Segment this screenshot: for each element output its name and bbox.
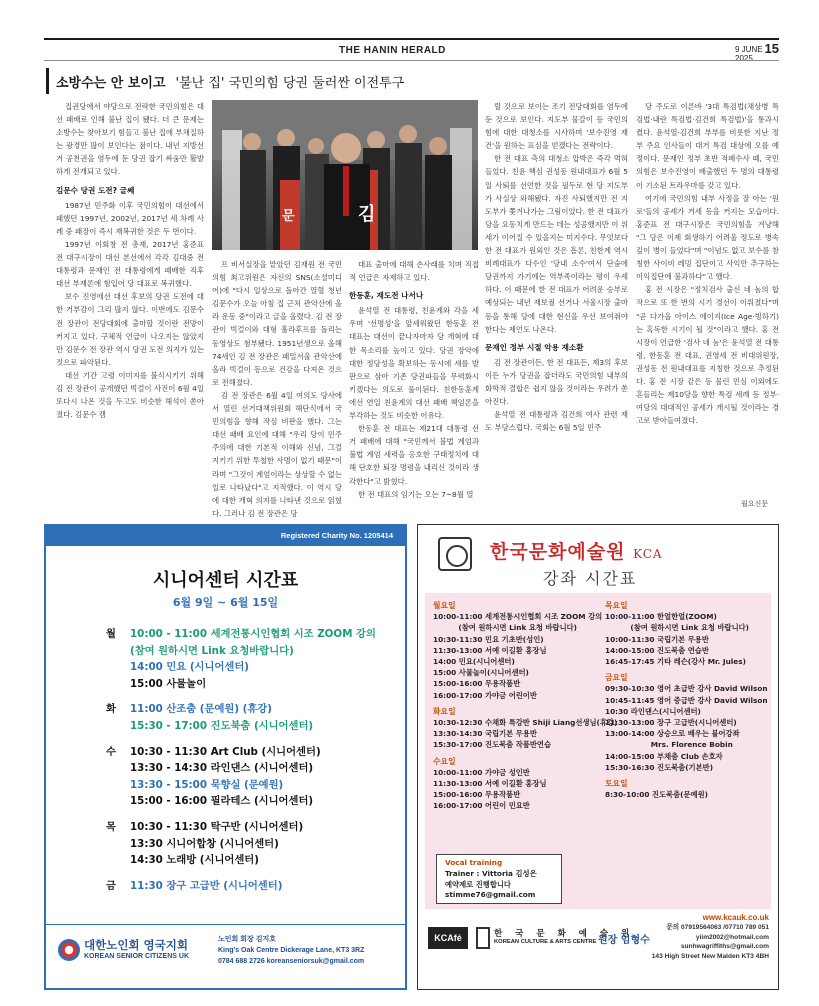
schedule-entry: (참여 원하시면 Link 요청바랍니다) xyxy=(130,644,294,657)
publication-name: THE HANIN HERALD xyxy=(339,45,446,56)
subheading: 김문수 당권 도전? 글쎄 xyxy=(56,185,135,195)
svg-text:문: 문 xyxy=(282,209,295,224)
schedule-entry: 15:00 - 16:00 필라테스 (시니어센터) xyxy=(130,795,314,808)
paragraph: 김 전 장관은 6월 4일 여의도 당사에서 열린 선거대책위원회 해단식에서 국민의힘을 향해 작심 비판을 했다. 그는 대선 패배 요인에 대해 "우리 당이 민주주의에 대한 기본적 이해와 신념, 그걸 지키기 위한 투철한 사명이 없기 때문"이라며 "그것이 계엄이라는 상상할 수 없는 일로 나타났다"고 지적했다. 이 역시 당에 대한 개혁 의지를 나타낸 것으로 읽혔다. 그러나 김 전 장관은 당 xyxy=(212,390,342,518)
schedule-entry: 11:30 장구 고급반 (시니어센터) xyxy=(130,879,283,892)
crowd-photo-illustration xyxy=(212,100,478,250)
kca-phone: 문의 07919564063 /07710 789 051 xyxy=(666,923,769,931)
paragraph: 윤석열 전 대통령과 김건희 여사 관련 재도 부담스럽다. 국회는 6월 5일 민주 xyxy=(485,410,628,433)
kca-day-label: 화요일 xyxy=(433,706,456,716)
kca-day-label: 수요일 xyxy=(433,756,456,766)
paragraph: 여기에 국민의힘 내부 사정을 잘 아는 '원로'들의 공세가 거세 등을 커지는 모습이다. 홍준표 전 대구시장은 국민의힘을 겨냥해 "그 당은 이제 회생하기 어려울 정도로 병속 깊이 병이 들었다"며 "이념도 없고 보수를 참칭한 사이비 레밍 집단이고 사익만 추구하는 이익집단에 불과하다"고 했다. xyxy=(636,193,779,282)
day-label: 목 xyxy=(106,820,116,833)
article-column-4 xyxy=(485,100,628,520)
day-label: 월 xyxy=(106,628,116,640)
kca-class-entry: 14:00 민요(시니어센터) xyxy=(433,657,515,667)
org-contact: 0784 688 2726 koreanseniorsuk@gmail.com xyxy=(218,957,365,965)
subheading: 한동훈, 재도전 나서나 xyxy=(349,291,424,301)
vocal-note: 예약제로 진행합니다 xyxy=(445,879,511,889)
page-header xyxy=(44,38,779,63)
kca-title-en: KCA xyxy=(633,547,663,561)
kca-footer xyxy=(418,912,777,988)
schedule-day xyxy=(106,744,376,810)
kca-class-entry: 13:00-14:00 상승으로 배우는 불어강좌 xyxy=(605,729,740,739)
vocal-title: Vocal training xyxy=(445,858,503,867)
kca-title xyxy=(490,537,663,564)
paragraph: 윤석열 전 대통령, 친윤계와 각을 세우며 '선명성'을 앞세워왔던 한동훈 전 대표는 대선이 끝나자마자 당 개혁에 대한 목소리를 높이고 있다. 당권 장악에 대한 정당성을 확보하는 동시에 세를 발판으로 삼아 기존 당권파들을 무력화시키겠다는 의도로 풀이된다. 친한동훈계에선 연일 친윤계의 대선 패배 책임론을 부각하는 것도 비슷한 이유다. xyxy=(349,306,479,421)
issue-date: 9 JUNE 2025 xyxy=(735,45,763,63)
paragraph: 한 전 대표 측의 대청소 압박은 즉각 먹혀들었다. 친윤 핵심 권성동 원내대표가 6월 5일 사퇴를 선언한 것을 필두로 현 당 지도부가 사실상 와해됐다. 자진 사퇴했지만 전 지도부가 쫓겨나가는 그림이었다. 한 전 대표가 당을 요동치게 만드는 데는 성공했지만 이 위세가 이어질 수 있을지는 미지수다. 무엇보다 한 전 대표가 원외인 것은 흠론, 친한계 역시 비례대표가 다수인 '당내 소수'여서 단숨에 당권까지 가기에는 역부족이라는 평이 우세하다. 이 때문에 한 전 대표가 어려운 승부로 예상되는 내년 재보궐 선거나 서울시장 출마 등을 통해 당에 대한 현신을 우선 보여줘야 한다는 제언도 나온다. xyxy=(485,154,628,334)
kca-class-entry: 15:30-17:00 진도북춤 작품반연습 xyxy=(433,740,552,750)
kca-title-kr: 한국문화예술원 xyxy=(490,541,626,563)
article-column-5 xyxy=(636,100,779,498)
kca-class-entry: 13:30-14:30 국립기본 무용반 xyxy=(433,729,537,739)
kca-class-entry: 15:00-16:00 무용작품반 xyxy=(433,679,521,689)
org-chair: 노인회 회장 김지호 xyxy=(218,936,276,943)
paragraph: 대표 출마에 대해 손사래를 치며 직접적 언급은 자제하고 있다. xyxy=(349,260,479,283)
kca-class-entry: 16:45-17:45 기타 레슨(강사 Mr. Jules) xyxy=(605,657,746,667)
schedule-day xyxy=(106,819,376,869)
kca-name-kr: 한 국 문 화 예 술 원 xyxy=(494,929,635,939)
kca-class-entry: 15:30-16:30 진도북춤(기본반) xyxy=(605,762,714,772)
kca-class-entry: (참여 원하시면 Link 요청 바랍니다) xyxy=(433,623,578,633)
kca-class-entry: 10:00-11:00 한얼한얼(ZOOM) xyxy=(605,612,717,622)
headline-title: '불난 집' 국민의힘 당권 둘러싼 이전투구 xyxy=(175,76,405,91)
article-column-2 xyxy=(212,258,342,520)
kca-class-entry: 16:00-17:00 어린이 민요반 xyxy=(433,801,530,811)
paragraph: 프 비서실장을 맡았던 김재원 전 국민의힘 최고위원은 자신의 SNS(소셜미디어)에 "다시 일상으로 돌아간 열혈 청년 김문수가 오늘 아침 집 근처 관악산에 올라 운동 중"이라고 글을 올렸다. 김 전 장관이 빅걸이와 대형 훌라후프를 돌리는 동영상도 첨부됐다. 1951년생으로 올해 74세인 김 전 장관은 패밀서울 관악산에 올라 빅걸이 등으로 건강을 다져온 것으로 전해졌다. xyxy=(212,260,342,387)
kca-class-entry: 10:30-12:30 수채화 특강반 Shiji Liang선생님(휴강) xyxy=(433,718,618,728)
paragraph: 당 주도로 이른바 '3대 특검법(채상병 특검법·내란 특검법·김건희 특검법)'을 통과시켰다. 윤석열·김건희 부부를 비롯한 지난 정부 주요 인사들이 대거 특검 대상에 오를 예정이다. 문재인 정부 초반 적폐수사 때, 국민의힘은 보수진영이 배출했던 두 명의 대통령이 기소된 트라우마를 갖고 있다. xyxy=(636,102,779,190)
kca-name-en: KOREAN CULTURE & ARTS CENTRE xyxy=(494,939,597,945)
kca-class-entry: 10:30-11:30 민요 기초반(성인) xyxy=(433,634,544,644)
kca-email-1: yiim2002@hotmail.com xyxy=(695,933,769,941)
paragraph: 릴 것으로 보이는 조기 전당대회를 염두에 둔 것으로 보인다. 지도부 물갈이 등 국민의힘에 대한 대청소를 시사하며 '보수진영 재건'을 원하는 표심을 얻겠다는 전략이다. xyxy=(485,102,628,151)
kca-class-entry: 15:00-16:00 무용작품반 xyxy=(433,790,521,800)
paragraph: 김 전 장관이든, 한 전 대표든, 제3의 후보이든 누가 당권을 잡더라도 국민의힘 내부의 화학적 결합은 쉽지 않을 것이라는 우려가 쏟아진다. xyxy=(485,357,628,407)
schedule-entry: 10:30 - 11:30 탁구반 (시니어센터) xyxy=(130,820,304,833)
kca-class-entry: 09:30-10:30 영어 초급반 강사 David Wilson xyxy=(605,684,768,694)
kca-website[interactable]: www.kcauk.co.uk xyxy=(702,913,769,922)
schedule-day xyxy=(106,878,376,895)
senior-centre-ad xyxy=(44,524,407,990)
headline-bar xyxy=(46,68,49,94)
org-address: King's Oak Centre Dickerage Lane, KT3 3RZ xyxy=(218,946,365,954)
kca-class-entry: 10:30 라인댄스(시니어센터) xyxy=(605,706,701,716)
schedule-entry: 13:30 - 14:30 라인댄스 (시니어센터) xyxy=(130,762,314,775)
kca-class-entry: 10:00-11:30 국립기본 무용반 xyxy=(605,634,709,644)
org-contact-info xyxy=(218,935,364,967)
schedule-day xyxy=(106,701,376,734)
schedule-entry: 14:00 민요 (시니어센터) xyxy=(130,661,249,674)
kca-class-entry: 10:00-11:00 세계전통시인협회 시조 ZOOM 강의 xyxy=(433,612,603,622)
org-name-en: KOREAN SENIOR CITIZENS UK xyxy=(84,953,190,960)
day-label: 수 xyxy=(106,745,116,758)
kca-contact-info xyxy=(652,913,769,962)
vocal-training-box xyxy=(436,854,562,904)
schedule-entry: 11:00 산조춤 (문예원) (휴강) xyxy=(130,703,272,716)
kca-logo-icon xyxy=(476,927,490,949)
korean-senior-seal-icon xyxy=(58,939,80,961)
kca-subtitle: 강좌 시간표 xyxy=(543,569,638,588)
org-name-kr: 대한노인회 영국지회 xyxy=(84,938,188,952)
kca-class-entry: (참여 원하시면 Link 요청 바랍니다) xyxy=(605,623,750,633)
schedule-entry: 14:30 노래방 (시니어센터) xyxy=(130,854,259,867)
kca-class-entry: Mrs. Florence Bobin xyxy=(605,740,733,750)
kca-email-2: sunhwagriffiths@gmail.com xyxy=(680,943,769,951)
kca-day-label: 금요일 xyxy=(605,673,628,683)
kca-class-entry: 10:00-11:00 가야금 성인반 xyxy=(433,767,530,777)
paragraph: 한동훈 전 대표는 제21대 대통령 선거 패배에 대해 "국민께서 불법 계엄과 불법 계엄 세력을 옹호한 구태정치에 대해 단호한 퇴장 명령을 내리신 것이라 생각한다"고 밝혔다. xyxy=(349,424,479,486)
vocal-trainer: Trainer : Vittoria 김성은 xyxy=(445,868,537,878)
senior-timetable-title: 시니어센터 시간표 xyxy=(152,570,299,591)
senior-timetable-dates: 6월 9일 ~ 6월 15일 xyxy=(172,596,279,609)
kca-class-entry: 14:00-15:00 진도북춤 연습반 xyxy=(605,645,709,655)
schedule-entry: 15:30 - 17:00 진도북춤 (시니어센터) xyxy=(130,719,314,732)
day-label: 화 xyxy=(106,703,116,716)
schedule-entry: 10:00 - 11:00 세계전통시인협회 시조 ZOOM 강의 xyxy=(130,628,376,640)
paragraph: 대선 기간 고령 이미지를 불식시키기 위해 김 전 장관이 공개했던 빅걸이 사진이 6월 4일 또다시 나온 것을 두고도 비슷한 해석이 쏟아졌다. 김문수 캠 xyxy=(56,370,204,420)
kca-schedule-panel xyxy=(425,593,771,909)
kca-day-label: 토요일 xyxy=(605,779,628,789)
day-label: 금 xyxy=(106,879,116,892)
kca-class-entry: 11:30-13:00 서예 이길환 홍장님 xyxy=(433,645,547,655)
paragraph: 한 전 대표의 임기는 오는 7~8월 열 xyxy=(358,489,474,499)
kca-schedule-right xyxy=(605,595,771,800)
kca-class-entry: 11:30-13:00 장구 고급반(시니어센터) xyxy=(605,718,737,728)
kca-class-entry: 10:45-11:45 영어 중급반 강사 David Wilson xyxy=(605,695,768,705)
article-photo xyxy=(212,100,478,250)
paragraph: 1987년 민주화 이후 국민의힘이 대선에서 패했던 1997년, 2002년, 2017년 세 차례 사례 중 패장이 즉시 재복귀한 것은 두 번이다. xyxy=(56,200,204,236)
senior-ad-footer xyxy=(46,924,405,988)
kcafe-logo: KCAfé xyxy=(428,927,468,949)
article-column-3 xyxy=(349,258,479,520)
kca-day-label: 목요일 xyxy=(605,601,628,610)
schedule-entry: 10:30 - 11:30 Art Club (시니어센터) xyxy=(130,745,321,758)
headline xyxy=(56,72,404,91)
charity-number: Registered Charity No. 1205414 xyxy=(46,526,405,546)
paragraph: 1997년 이회창 전 총재, 2017년 홍준표 전 대구시장이 대선 본선에서 각각 김대중 전 대통령과 문재인 전 대통령에게 패배한 직후 대선 부재론에 힘입어 당 대표로 복귀했다. xyxy=(56,239,204,289)
kca-class-entry: 11:30-13:00 서예 이길환 홍장님 xyxy=(433,779,547,789)
kca-class-entry: 16:00-17:00 가야금 어린이반 xyxy=(433,690,537,700)
paragraph: 보수 진영에선 대선 후보의 당권 도전에 대한 거부감이 그리 많지 않다. 이번에도 김문수 전 장관이 전당대회에 출마할 것이란 전망이 커지고 있다. 구체적 언급이 나오지는 않았지만 김문수 전 장관 역시 당권 도전 의지가 있는 것으로 파악된다. xyxy=(56,292,204,367)
kca-day-label: 월요일 xyxy=(433,601,456,610)
schedule-day xyxy=(106,626,376,692)
paragraph: 집권당에서 야당으로 전락한 국민의힘은 대선 패배로 인해 불난 집이 됐다. 더 큰 문제는 소방수는 찾아보기 힘들고 불난 집에 부채질하는 광경만 많이 보인다는 점이다. 내년 지방선거 공천권을 염두에 둔 당권 잡기 싸움만 활발하게 전개되고 있다. xyxy=(56,102,204,177)
subheading: 문재인 정부 시절 악용 재소환 xyxy=(485,342,584,352)
kca-address: 143 High Street New Malden KT3 4BH xyxy=(651,953,769,961)
article-column-1 xyxy=(56,100,204,520)
schedule-entry: 13:30 시니어합창 (시니어센터) xyxy=(130,837,279,850)
header-rule xyxy=(44,60,779,61)
kca-class-entry: 14:00-15:00 부채춤 Club 손호자 xyxy=(605,751,723,761)
vocal-email: stimme76@gmail.com xyxy=(445,890,536,900)
kca-ad xyxy=(417,524,779,990)
headline-kicker: 소방수는 안 보이고 xyxy=(56,76,166,91)
kca-class-entry: 15:00 사물놀이(시니어센터) xyxy=(433,668,529,678)
kca-director: 원장 임형수 xyxy=(598,935,650,946)
knot-motif-icon xyxy=(438,537,472,571)
page-number: 15 xyxy=(764,41,779,56)
article-byline: 월요신문 xyxy=(741,500,769,508)
kca-class-entry: 8:30-10:00 진도북춤(문예원) xyxy=(605,790,708,800)
schedule-entry: 13:30 - 15:00 묵향실 (문예원) xyxy=(130,778,284,791)
svg-text:김: 김 xyxy=(358,204,376,225)
paragraph: 홍 전 시장은 "정치검사 출신 네 놈의 합작으로 또 한 번의 시기 경선이 이뤄졌다"며 "곧 다가올 아이스 에이지(Ice Age·빙하기)는 혹독한 시기이 될 것"이라고 했다. 홍 전 시장이 언급한 '검사 네 놈'은 윤석열 전 대통령, 한동훈 전 대표, 권영세 전 비대위원장, 권성동 전 원내대표를 지칭한 것으로 추정된다. 홍 전 시장 같은 등 물린 민심 이외에도 흔들리는 제10당을 향한 특검 세례 등 정부·여당의 대대적인 공세가 개시될 것이라는 경고로 받아들여졌다. xyxy=(636,285,779,426)
senior-schedule xyxy=(106,626,376,903)
schedule-entry: 15:00 사물놀이 xyxy=(130,677,207,690)
